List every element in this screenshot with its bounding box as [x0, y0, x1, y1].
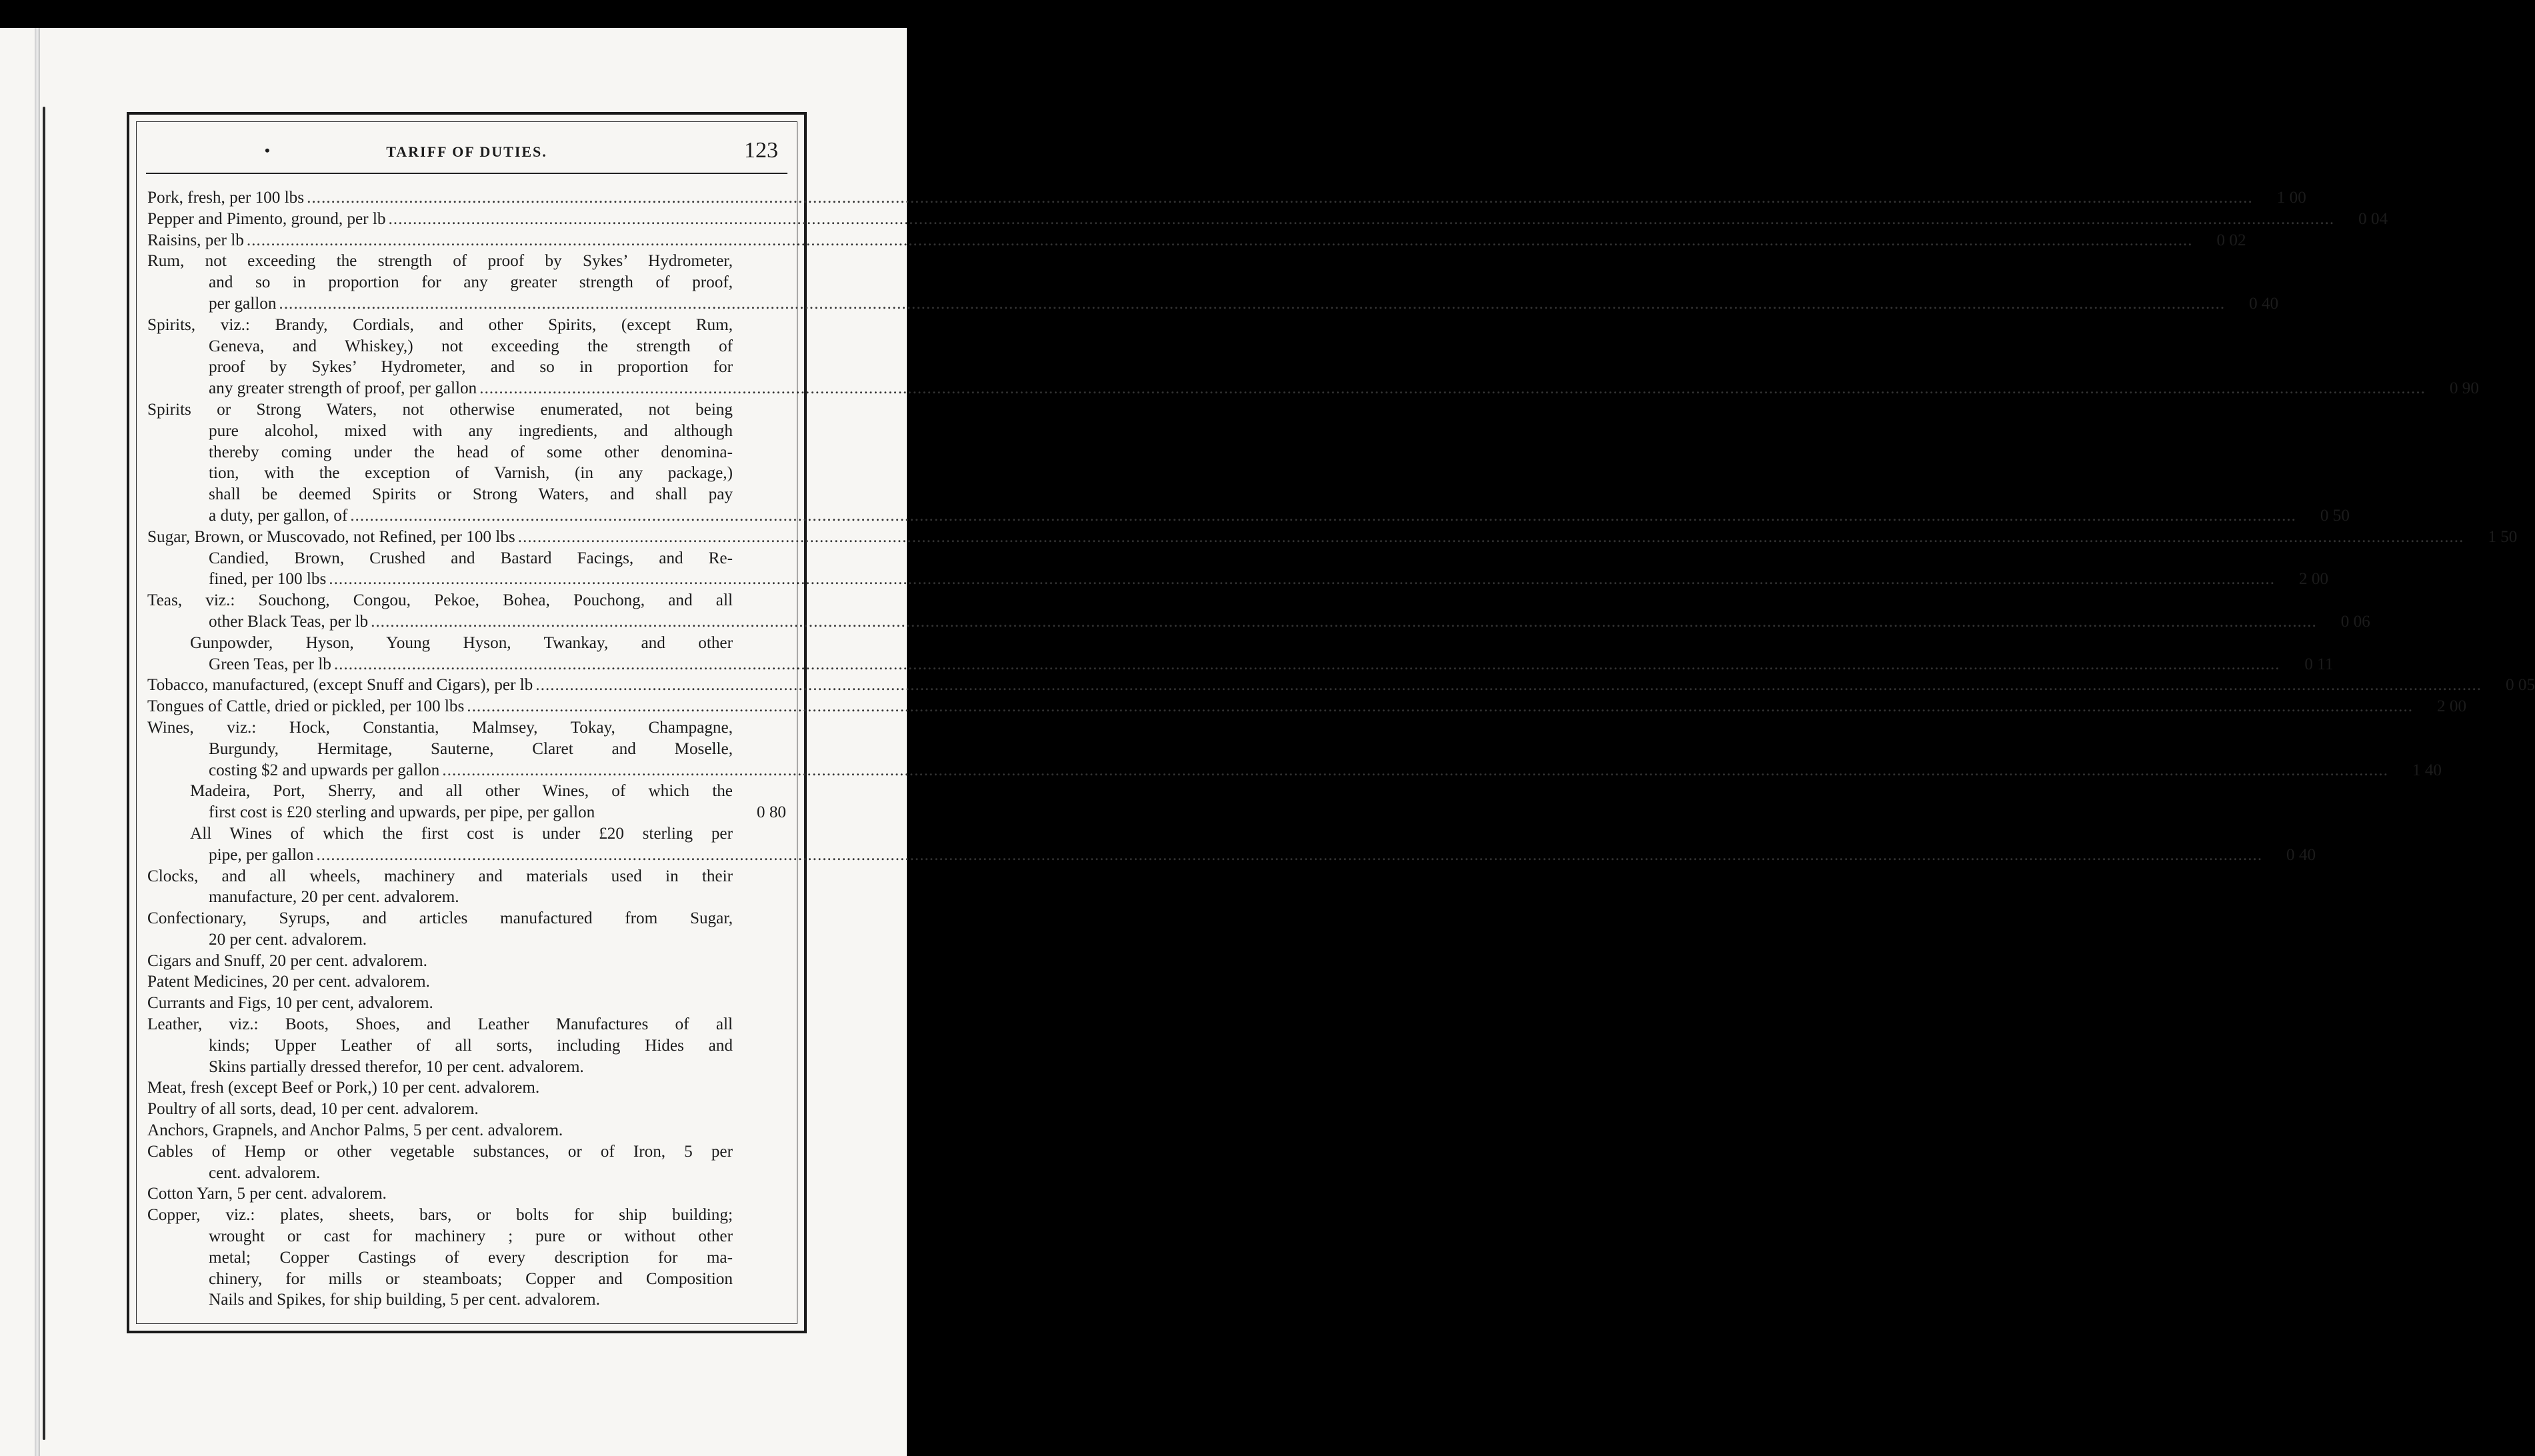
entry-text: Poultry of all sorts, dead, 10 per cent. advalorem. — [147, 1100, 479, 1119]
entry-text: any greater strength of proof, per gallon — [209, 379, 477, 398]
duty-amount: 0 90 — [2449, 379, 2479, 398]
tariff-entry — [147, 187, 2306, 209]
entry-text: Tobacco, manufactured, (except Snuff and Cigars), per lb — [147, 676, 533, 695]
entry-text: cent. advalorem. — [209, 1163, 321, 1182]
tariff-entry — [147, 1183, 786, 1205]
duty-amount: 1 40 — [2412, 761, 2442, 779]
entry-line — [147, 1163, 786, 1184]
entry-text: Sugar, Brown, or Muscovado, not Refined, per 100 lbs — [147, 527, 515, 546]
entry-text: Spirits, viz.: Brandy, Cordials, and other Spirits, (except Rum, — [147, 315, 733, 334]
entry-line — [147, 527, 2518, 548]
entry-line — [147, 781, 786, 802]
tariff-entry — [147, 209, 2388, 230]
entry-line — [147, 1014, 786, 1035]
entry-line — [147, 823, 786, 845]
entry-text: Gunpowder, Hyson, Young Hyson, Twankay, and other — [190, 633, 733, 652]
entry-line — [147, 548, 786, 569]
entry-text: Patent Medicines, 20 per cent. advalorem. — [147, 973, 430, 991]
entry-line — [147, 399, 786, 421]
entry-text: other Black Teas, per lb — [209, 612, 369, 631]
entry-text: costing $2 and upwards per gallon — [209, 761, 440, 779]
entry-text: Anchors, Grapnels, and Anchor Palms, 5 per cent. advalorem. — [147, 1121, 563, 1140]
entry-line — [147, 908, 786, 929]
leader-dots: ................................................................................................................................................................................................................................................................................................................................................................................................................ — [350, 506, 2296, 525]
entry-line — [147, 1120, 786, 1141]
entry-line — [147, 569, 2329, 590]
entry-text: kinds; Upper Leather of all sorts, including Hides and — [209, 1036, 733, 1055]
entry-text: Nails and Spikes, for ship building, 5 per cent. advalorem. — [209, 1291, 600, 1309]
duty-amount: 0 04 — [2358, 209, 2388, 228]
leader-dots: ................................................................................................................................................................................................................................................................................................................................................................................................................ — [371, 612, 2317, 631]
entry-line — [147, 187, 2306, 209]
entry-text: and so in proportion for any greater strength of proof, — [209, 273, 733, 292]
duty-amount: 0 40 — [2249, 294, 2279, 313]
entry-text: Clocks, and all wheels, machinery and materials used in their — [147, 867, 733, 885]
leader-dots: ................................................................................................................................................................................................................................................................................................................................................................................................................ — [388, 209, 2335, 228]
entry-line — [147, 251, 786, 272]
entry-line — [147, 717, 786, 739]
entry-text: Cigars and Snuff, 20 per cent. advalorem. — [147, 951, 427, 970]
tariff-entry — [147, 399, 2350, 527]
tariff-entry — [147, 696, 2467, 717]
entry-line — [147, 696, 2467, 717]
entry-text: 20 per cent. advalorem. — [209, 930, 367, 949]
running-title: TARIFF OF DUTIES. — [386, 143, 547, 160]
tariff-entry — [147, 1099, 786, 1120]
tariff-entry — [147, 230, 2246, 251]
entry-line — [147, 760, 2442, 781]
entry-text: Green Teas, per lb — [209, 655, 331, 673]
entry-text: Copper, viz.: plates, sheets, bars, or bolts for ship building; — [147, 1206, 733, 1225]
tariff-entry — [147, 527, 2518, 590]
entry-text: metal; Copper Castings of every description for ma- — [209, 1248, 733, 1267]
tariff-entry — [147, 315, 2479, 399]
entry-line — [147, 887, 786, 908]
entry-text: Pepper and Pimento, ground, per lb — [147, 209, 386, 228]
page-binding-edge — [35, 28, 40, 1456]
page-number: 123 — [744, 138, 778, 163]
leader-dots: ................................................................................................................................................................................................................................................................................................................................................................................................................ — [279, 294, 2226, 313]
entry-text: Spirits or Strong Waters, not otherwise enumerated, not being — [147, 400, 733, 419]
entry-line — [147, 675, 2535, 696]
entry-text: Raisins, per lb — [147, 231, 244, 249]
entry-line — [147, 1099, 786, 1120]
tariff-entry — [147, 1205, 786, 1311]
entry-line — [147, 1057, 786, 1078]
entry-line — [147, 802, 786, 823]
entry-line — [147, 1289, 786, 1311]
duty-amount: 0 40 — [2286, 845, 2316, 864]
duty-amount: 0 50 — [2320, 506, 2350, 525]
entry-line — [147, 1269, 786, 1290]
entry-text: Tongues of Cattle, dried or pickled, per 100 lbs — [147, 697, 465, 716]
entry-line — [147, 866, 786, 887]
duty-amount: 0 05 — [2505, 676, 2535, 695]
running-header — [146, 137, 787, 169]
entry-text: Teas, viz.: Souchong, Congou, Pekoe, Bohea, Pouchong, and all — [147, 591, 733, 610]
leader-dots: ................................................................................................................................................................................................................................................................................................................................................................................................................ — [442, 761, 2389, 779]
leader-dots: ................................................................................................................................................................................................................................................................................................................................................................................................................ — [467, 697, 2414, 716]
entry-line — [147, 1035, 786, 1057]
tariff-entry — [147, 993, 786, 1014]
entry-text: a duty, per gallon, of — [209, 506, 348, 525]
duty-amount: 0 02 — [2216, 231, 2246, 249]
entry-line — [147, 739, 786, 760]
entry-text: All Wines of which the first cost is under £20 sterling per — [190, 824, 733, 843]
tariff-entry — [147, 590, 2370, 675]
entry-line — [147, 1077, 786, 1099]
entry-text: Geneva, and Whiskey,) not exceeding the strength of — [209, 337, 733, 355]
entry-line — [147, 1183, 786, 1205]
entry-text: chinery, for mills or steamboats; Copper and Composition — [209, 1269, 733, 1288]
entry-text: per gallon — [209, 294, 277, 313]
entry-text: pure alcohol, mixed with any ingredients, and although — [209, 421, 733, 440]
entry-line — [147, 929, 786, 951]
entry-text: manufacture, 20 per cent. advalorem. — [209, 888, 459, 907]
duty-amount: 1 00 — [2276, 189, 2306, 207]
duty-amount: 1 50 — [2488, 527, 2518, 546]
entry-line — [147, 484, 786, 505]
entry-line — [147, 378, 2479, 399]
entry-text: Leather, viz.: Boots, Shoes, and Leather Manufactures of all — [147, 1015, 733, 1034]
entry-line — [147, 654, 2334, 675]
entry-text: Candied, Brown, Crushed and Bastard Facings, and Re- — [209, 549, 733, 567]
entry-line — [147, 1226, 786, 1247]
book-page — [0, 28, 2535, 1456]
entry-line — [147, 463, 786, 484]
entry-text: Currants and Figs, 10 per cent, advalorem. — [147, 994, 433, 1013]
entry-text: wrought or cast for machinery ; pure or without other — [209, 1227, 733, 1246]
tariff-entry — [147, 717, 2442, 866]
entry-text: Rum, not exceeding the strength of proof by Sykes’ Hydrometer, — [147, 252, 733, 271]
entry-line — [147, 971, 786, 993]
page-border-outer — [127, 112, 2535, 1333]
entry-line — [147, 590, 786, 611]
entry-line — [147, 1247, 786, 1269]
entry-line — [147, 1205, 786, 1226]
leader-dots: ................................................................................................................................................................................................................................................................................................................................................................................................................ — [479, 379, 2426, 398]
tariff-entry — [147, 951, 786, 972]
entry-line — [147, 315, 786, 336]
leader-dots: ................................................................................................................................................................................................................................................................................................................................................................................................................ — [329, 570, 2276, 589]
entry-text: Skins partially dressed therefor, 10 per cent. advalorem. — [209, 1057, 584, 1076]
duty-amount: 2 00 — [2298, 570, 2329, 589]
tariff-entry — [147, 971, 786, 993]
leader-dots: ................................................................................................................................................................................................................................................................................................................................................................................................................ — [517, 527, 2464, 546]
entry-line — [147, 993, 786, 1014]
tariff-entry — [147, 1120, 786, 1141]
entry-line — [147, 293, 2279, 315]
entry-line — [147, 442, 786, 463]
leader-dots: ................................................................................................................................................................................................................................................................................................................................................................................................................ — [333, 655, 2280, 673]
entry-text: Meat, fresh (except Beef or Pork,) 10 per cent. advalorem. — [147, 1079, 540, 1097]
entry-line — [147, 505, 2350, 527]
tariff-entry — [147, 675, 2535, 696]
entry-text: Wines, viz.: Hock, Constantia, Malmsey, Tokay, Champagne, — [147, 718, 733, 737]
entry-line — [147, 421, 786, 442]
entry-line — [147, 209, 2388, 230]
entry-line — [147, 845, 2316, 866]
entry-text: Confectionary, Syrups, and articles manufactured from Sugar, — [147, 909, 733, 928]
page-border-inner — [136, 121, 2535, 1324]
duty-amount: 0 06 — [2340, 612, 2370, 631]
duty-amount: 0 11 — [2304, 655, 2334, 673]
binding-thread — [43, 107, 45, 1440]
entry-line — [147, 336, 786, 357]
leader-dots: ................................................................................................................................................................................................................................................................................................................................................................................................................ — [316, 845, 2263, 864]
entry-text: shall be deemed Spirits or Strong Waters, and shall pay — [209, 485, 733, 504]
tariff-entries — [147, 187, 2535, 1311]
entry-line — [147, 230, 2246, 251]
tariff-entry — [147, 866, 786, 909]
duty-amount: 0 80 — [756, 803, 786, 822]
duty-amount: 2 00 — [2436, 697, 2467, 716]
leader-dots: ................................................................................................................................................................................................................................................................................................................................................................................................................ — [307, 189, 2253, 207]
entry-text: first cost is £20 sterling and upwards, per pipe, per gallon — [209, 803, 595, 822]
entry-text: tion, with the exception of Varnish, (in any package,) — [209, 464, 733, 483]
header-rule — [146, 173, 787, 174]
entry-text: fined, per 100 lbs — [209, 570, 327, 589]
entry-text: Burgundy, Hermitage, Sauterne, Claret and Moselle, — [209, 739, 733, 758]
entry-text: Cotton Yarn, 5 per cent. advalorem. — [147, 1185, 387, 1203]
entry-line — [147, 633, 786, 654]
tariff-entry — [147, 908, 786, 951]
header-ornament-dot: • — [265, 142, 270, 159]
entry-line — [147, 272, 786, 293]
entry-line — [147, 357, 786, 378]
entry-text: thereby coming under the head of some other denomina- — [209, 443, 733, 461]
entry-text: pipe, per gallon — [209, 845, 314, 864]
tariff-entry — [147, 1141, 786, 1184]
leader-dots: ................................................................................................................................................................................................................................................................................................................................................................................................................ — [246, 231, 2193, 249]
tariff-entry — [147, 1014, 786, 1077]
entry-text: Cables of Hemp or other vegetable substances, or of Iron, 5 per — [147, 1142, 733, 1161]
entry-line — [147, 951, 786, 972]
entry-text: proof by Sykes’ Hydrometer, and so in proportion for — [209, 358, 733, 377]
entry-line — [147, 1141, 786, 1163]
entry-text: Pork, fresh, per 100 lbs — [147, 189, 305, 207]
leader-dots: ................................................................................................................................................................................................................................................................................................................................................................................................................ — [535, 676, 2482, 695]
tariff-entry — [147, 1077, 786, 1099]
entry-line — [147, 611, 2370, 633]
tariff-entry — [147, 251, 2279, 314]
entry-text: Madeira, Port, Sherry, and all other Wines, of which the — [190, 782, 733, 801]
